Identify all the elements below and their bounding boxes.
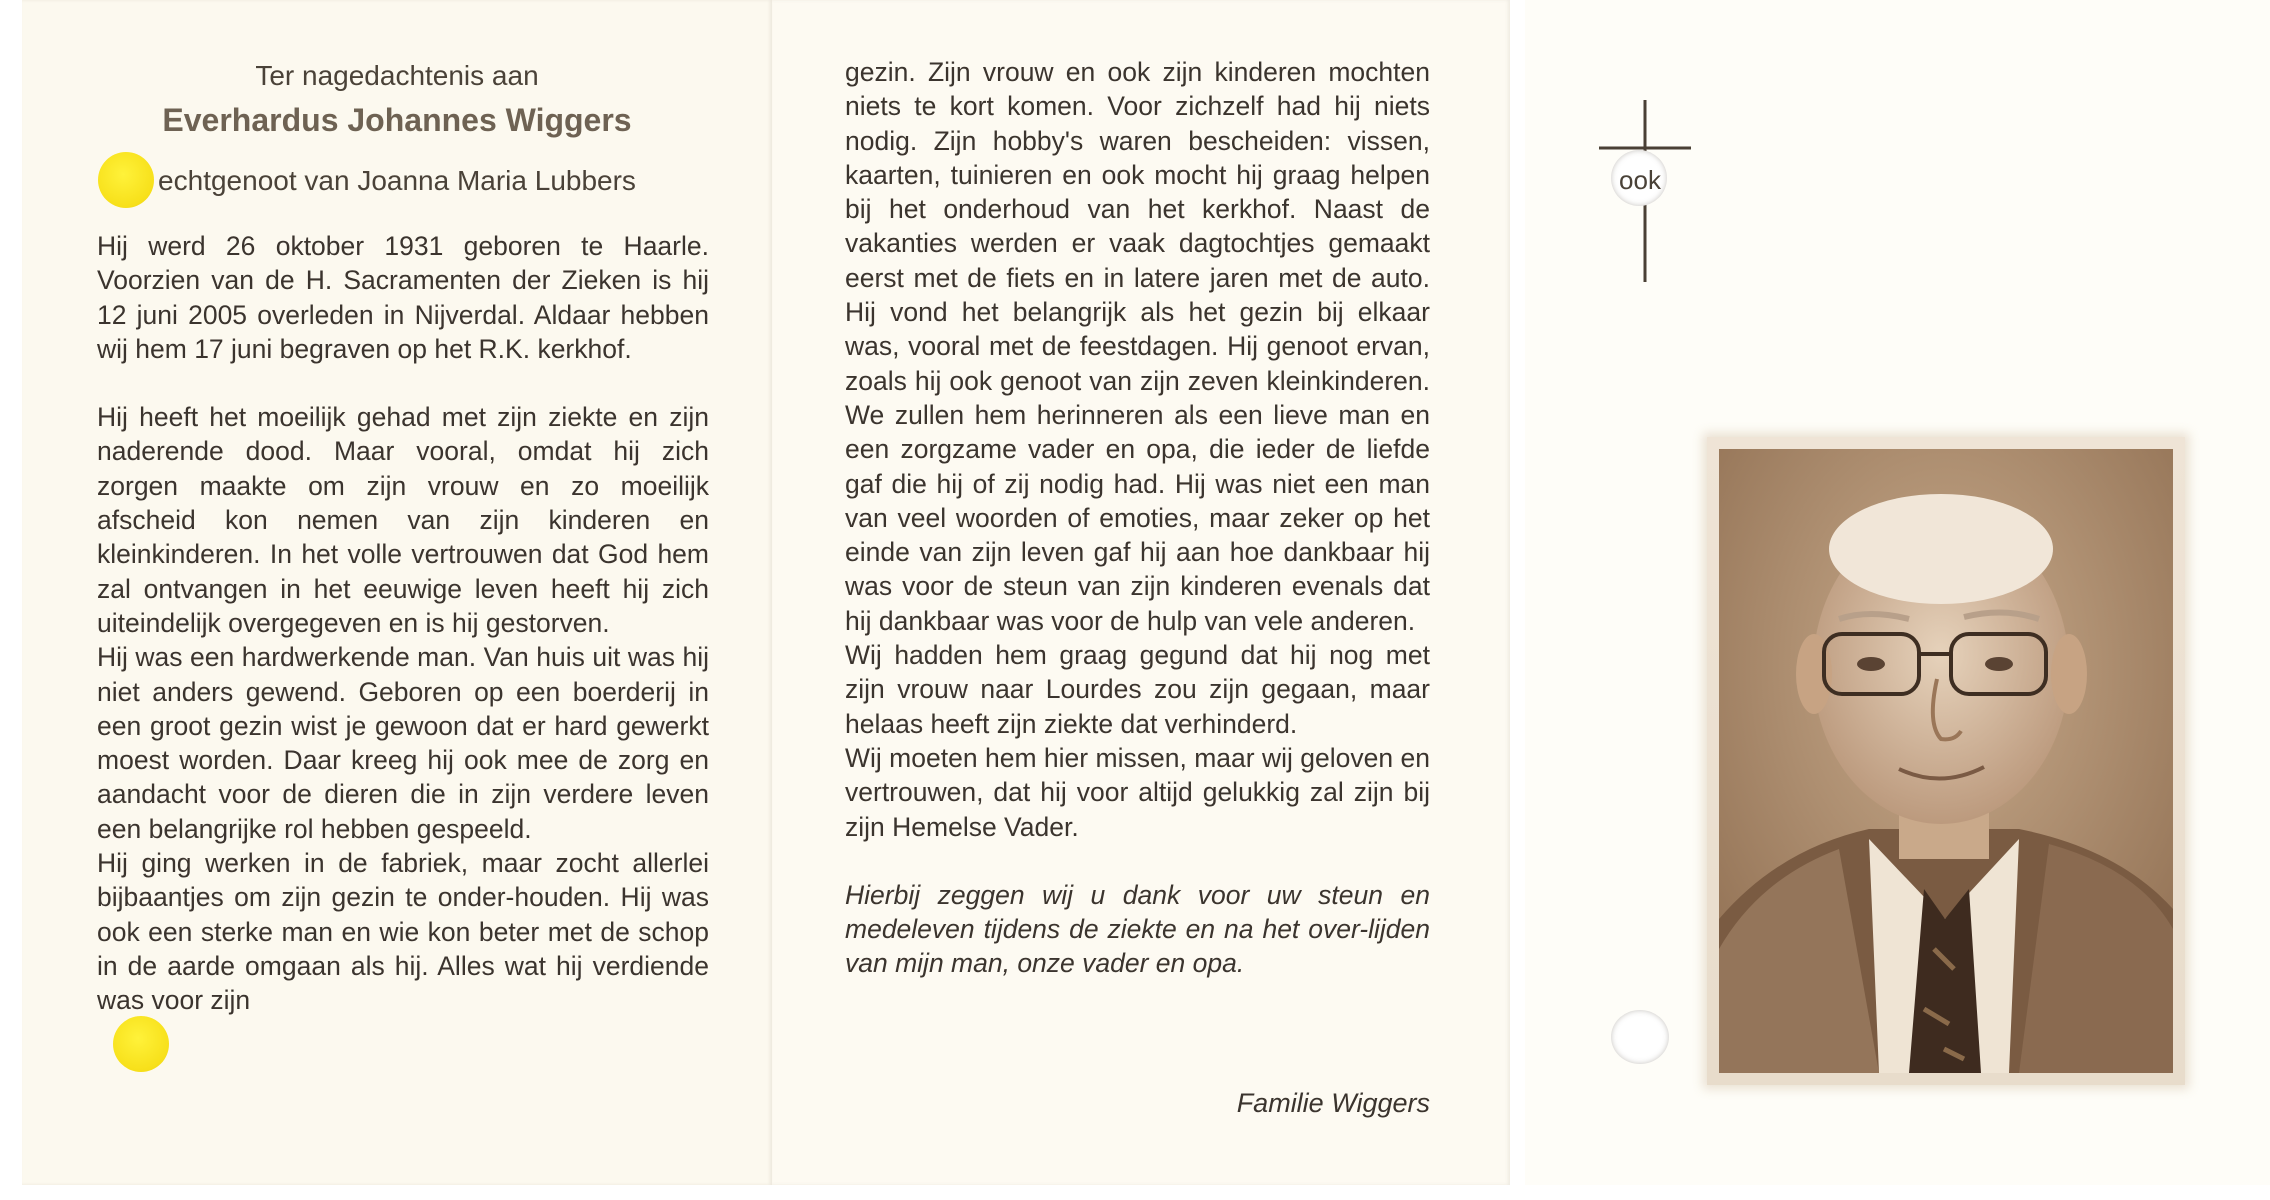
middle-body-text — [845, 55, 1430, 981]
paragraph-birth-death: Hij werd 26 oktober 1931 geboren te Haarle. Voorzien van de H. Sacramenten der Zieken is hij 12 juni 2005 overleden in Nijverdal. Aldaar hebben wij hem 17 juni begraven op het R.K. kerkhof. — [97, 231, 709, 364]
intro-line: Ter nagedachtenis aan — [255, 60, 539, 91]
punch-hole-icon — [98, 152, 154, 208]
paragraph-hardworking: Hij was een hardwerkende man. Van huis uit was hij niet anders gewend. Geboren op een boerderij in een groot gezin wist je gewoon dat er hard gewerkt moest worden. Daar kreeg hij ook mee de zorg en aandacht voor de dieren die in zijn verdere leven een belangrijke rol hebben gespeeld. — [97, 642, 709, 844]
paragraph-factory: Hij ging werken in de fabriek, maar zocht allerlei bijbaantjes om zijn gezin te onder-houden. Hij was ook een sterke man en wie kon beter met de schop in de aarde omgaan als hij. Alles wat hij verdiende was voor zijn — [97, 848, 709, 1016]
paragraph-family-life: gezin. Zijn vrouw en ook zijn kinderen mochten niets te kort komen. Voor zichzelf had hij niets nodig. Zijn hobby's waren bescheiden: vissen, kaarten, tuinieren en ook mocht hij graag helpen bij het onderhoud van het kerkhof. Naast de vakanties werden er vaak dagtochtjes gemaakt eerst met de fiets en in latere jaren met de auto. Hij vond het belangrijk als het gezin bij elkaar was, vooral met de feestdagen. Hij genoot ervan, zoals hij ook genoot van zijn zeven kleinkinderen. We zullen hem herinneren als een lieve man en een zorgzame vader en opa, die ieder de liefde gaf die hij of zij nodig had. Hij was niet een man van veel woorden of emoties, maar zeker op het einde van zijn leven gaf hij aan hoe dankbaar hij was voor de steun van zijn kinderen evenals dat hij dankbaar was voor de hulp van vele anderen. — [845, 57, 1430, 636]
family-signature: Familie Wiggers — [1236, 1088, 1430, 1118]
thanks-text: Hierbij zeggen wij u dank voor uw steun en medeleven tijdens de ziekte en na het over-lijden van mijn man, onze vader en opa. — [845, 879, 1430, 979]
punch-hole-icon — [113, 1016, 169, 1072]
photo-frame — [1707, 437, 2185, 1085]
paragraph-illness: Hij heeft het moeilijk gehad met zijn ziekte en zijn naderende dood. Maar vooral, omdat hij zich zorgen maakte om zijn vrouw en zo moeilijk afscheid kon nemen van zijn kinderen en kleinkinderen. In het volle vertrouwen dat God hem zal ontvangen in het eeuwige leven heeft hij zich uiteindelijk overgegeven en is hij gestorven. — [97, 402, 709, 638]
paragraph-missing: Wij moeten hem hier missen, maar wij geloven en vertrouwen, dat hij voor altijd gelukkig zal zijn bij zijn Hemelse Vader. — [845, 742, 1430, 842]
spouse-line: echtgenoot van Joanna Maria Lubbers — [158, 165, 636, 196]
paragraph-lourdes: Wij hadden hem graag gegund dat hij nog met zijn vrouw naar Lourdes zou zijn gegaan, maar helaas heeft zijn ziekte dat verhinderd. — [845, 640, 1430, 739]
portrait-photo — [1719, 449, 2173, 1073]
bleed-through-text: ook — [1619, 165, 1661, 195]
punch-hole-icon — [1611, 1010, 1669, 1064]
scan-bottom-edge — [22, 1185, 2270, 1200]
left-body-text — [97, 229, 709, 1018]
deceased-name: Everhardus Johannes Wiggers — [162, 102, 632, 138]
card-middle-panel — [772, 0, 1510, 1185]
